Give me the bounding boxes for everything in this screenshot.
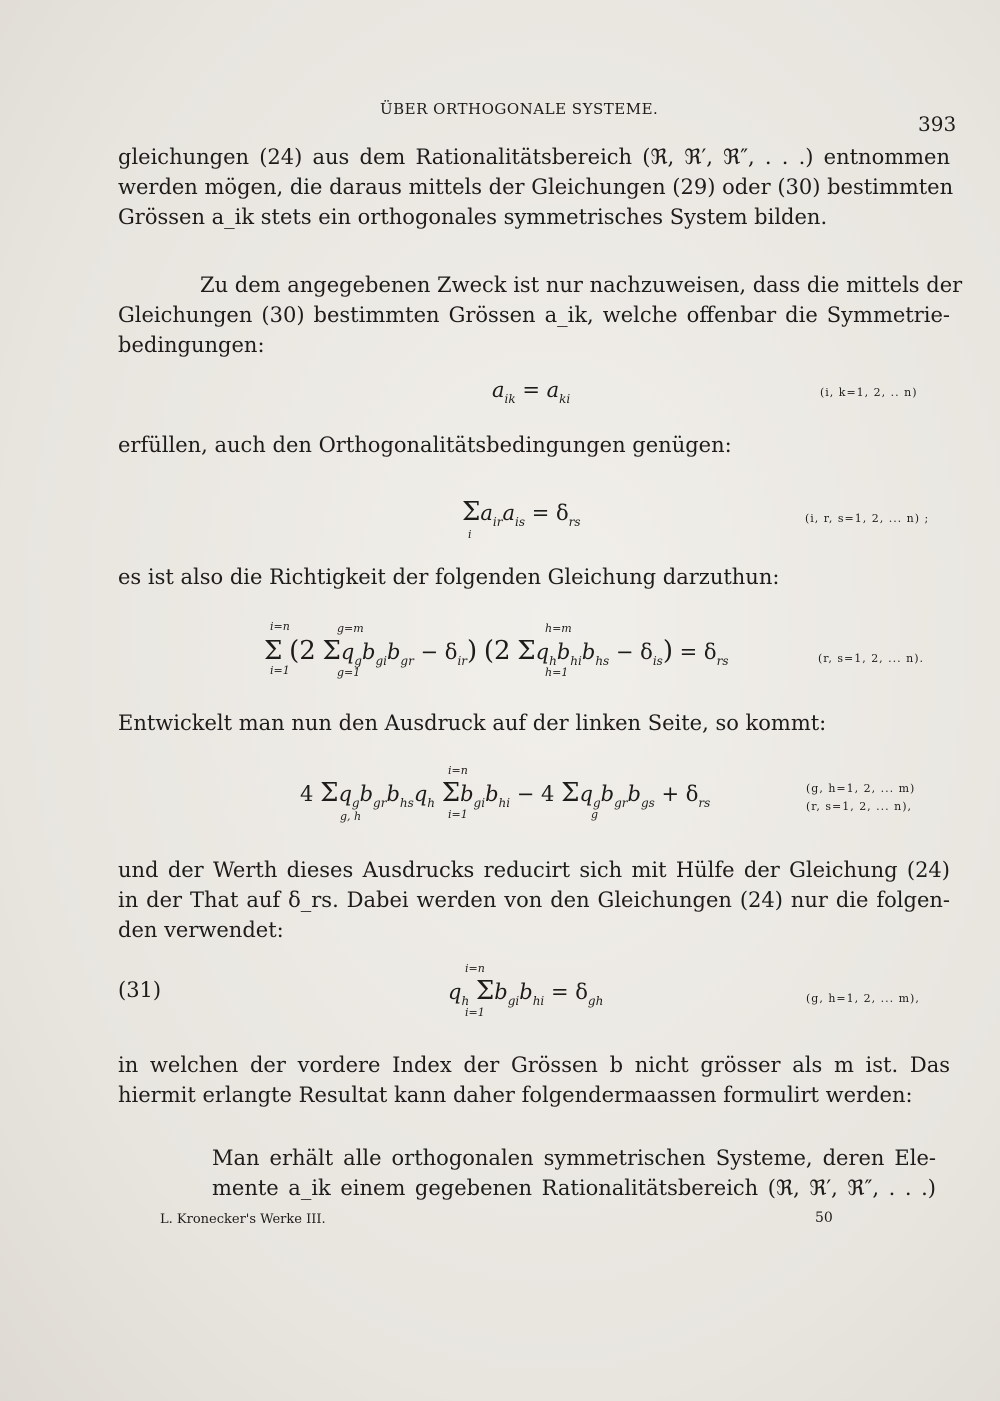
- eq-relation: = δ: [531, 501, 569, 525]
- eq-subscript: h: [461, 994, 470, 1008]
- eq-paren-open: (2: [483, 636, 511, 666]
- eq-minus: − δ: [420, 640, 458, 664]
- footer-sheet-number: 50: [815, 1210, 833, 1226]
- sum-upper-limit: h=m: [545, 622, 572, 635]
- sum-lower-limit: g=1: [337, 666, 361, 679]
- eq-relation: = δ: [550, 980, 588, 1004]
- eq-term: a: [480, 501, 493, 525]
- sum-lower-limit: i=1: [448, 808, 468, 821]
- paragraph-line: in welchen der vordere Index der Grössen b nicht grösser als m ist. Das: [118, 1053, 950, 1077]
- paragraph-2: [118, 270, 963, 360]
- eq-term: b: [359, 782, 374, 806]
- equation-condition: (g, h=1, 2, ... m): [806, 782, 916, 795]
- eq-term: q: [413, 782, 428, 806]
- equation-number: (31): [118, 978, 162, 1002]
- eq-term: a: [546, 378, 560, 402]
- eq-subscript: rs: [698, 796, 711, 810]
- paragraph-4: [118, 562, 950, 592]
- equation-condition: (r, s=1, 2, ... n).: [818, 652, 925, 665]
- eq-term: b: [494, 980, 508, 1004]
- eq-subscript: ki: [559, 392, 571, 406]
- sum-lower-limit: i=1: [465, 1006, 485, 1019]
- eq-subscript: hi: [570, 654, 582, 668]
- eq-subscript: is: [515, 515, 526, 529]
- paragraph-line: und der Werth dieses Ausdrucks reducirt sich mit Hülfe der Gleichung (24): [118, 858, 950, 882]
- paragraph-line: es ist also die Richtigkeit der folgenden Gleichung darzuthun:: [118, 565, 780, 589]
- paragraph-line: mente a_ik einem gegebenen Rationalitätsbereich (ℜ, ℜ′, ℜ″, . . .): [212, 1176, 936, 1200]
- page-number: 393: [918, 112, 957, 136]
- sum-symbol: Σ: [441, 778, 461, 808]
- eq-term: q: [579, 782, 593, 806]
- equation-31: [448, 976, 603, 1008]
- eq-subscript: gr: [614, 796, 628, 810]
- paragraph-6: [118, 855, 950, 945]
- sum-lower-limit: i=1: [270, 664, 290, 677]
- eq-term: b: [556, 640, 571, 664]
- equation-condition: (i, r, s=1, 2, ... n) ;: [805, 512, 930, 525]
- paragraph-line: bedingungen:: [118, 333, 265, 357]
- eq-subscript: g: [354, 654, 362, 668]
- sum-index: g: [591, 808, 599, 821]
- eq-subscript: is: [652, 654, 663, 668]
- paragraph-line: Zu dem angegebenen Zweck ist nur nachzuweisen, dass die mittels der: [200, 273, 963, 297]
- eq-term: q: [338, 782, 352, 806]
- sum-upper-limit: i=n: [448, 764, 468, 777]
- eq-relation: =: [522, 378, 540, 402]
- eq-term: q: [448, 980, 462, 1004]
- sum-index: i: [468, 528, 472, 541]
- sum-symbol: Σ: [475, 976, 495, 1006]
- eq-subscript: ik: [504, 392, 516, 406]
- sum-symbol: Σ: [320, 778, 339, 808]
- sum-symbol: Σ: [561, 778, 580, 808]
- equation-orthogonality: [462, 497, 581, 529]
- eq-subscript: gi: [507, 994, 520, 1008]
- eq-paren-close: ): [662, 636, 673, 666]
- eq-term: b: [386, 782, 400, 806]
- eq-subscript: hi: [498, 796, 511, 810]
- eq-plus: + δ: [661, 782, 699, 806]
- sum-symbol: Σ: [264, 636, 283, 666]
- sum-symbol: Σ: [462, 497, 481, 527]
- sum-upper-limit: g=m: [337, 622, 364, 635]
- eq-subscript: gi: [473, 796, 486, 810]
- eq-subscript: gr: [373, 796, 387, 810]
- eq-term: b: [485, 782, 499, 806]
- eq-term: b: [519, 980, 533, 1004]
- eq-paren-open: (2: [289, 636, 316, 666]
- eq-subscript: rs: [716, 654, 729, 668]
- eq-coefficient: 4: [300, 782, 314, 806]
- eq-subscript: rs: [568, 515, 581, 529]
- paragraph-line: Grössen a_ik stets ein orthogonales symmetrisches System bilden.: [118, 205, 828, 229]
- sum-upper-limit: i=n: [465, 962, 485, 975]
- eq-minus: − δ: [615, 640, 653, 664]
- eq-subscript: gi: [375, 654, 387, 668]
- paragraph-3: [118, 430, 950, 460]
- sum-upper-limit: i=n: [270, 620, 290, 633]
- sum-symbol: Σ: [517, 636, 536, 666]
- equation-condition: (i, k=1, 2, .. n): [820, 386, 918, 399]
- paragraph-line: in der That auf δ_rs. Dabei werden von den Gleichungen (24) nur die folgen-: [118, 888, 950, 912]
- paragraph-8: [212, 1143, 936, 1203]
- paragraph-line: Entwickelt man nun den Ausdruck auf der linken Seite, so kommt:: [118, 711, 827, 735]
- paragraph-line: erfüllen, auch den Orthogonalitätsbedingungen genügen:: [118, 433, 732, 457]
- eq-subscript: hi: [532, 994, 545, 1008]
- eq-term: q: [535, 640, 550, 664]
- paragraph-7: [118, 1050, 950, 1110]
- eq-subscript: h: [427, 796, 435, 810]
- paragraph-1: [118, 142, 954, 232]
- equation-symmetry: [492, 378, 570, 406]
- eq-term: a: [492, 378, 505, 402]
- equation-condition: (r, s=1, 2, ... n),: [806, 800, 913, 813]
- running-title: ÜBER ORTHOGONALE SYSTEME.: [380, 100, 659, 118]
- eq-subscript: gh: [587, 994, 604, 1008]
- eq-term: q: [340, 640, 355, 664]
- paragraph-line: hiermit erlangte Resultat kann daher folgendermaassen formulirt werden:: [118, 1083, 913, 1107]
- paragraph-5: [118, 708, 950, 738]
- eq-term: b: [361, 640, 376, 664]
- sum-lower-limit: h=1: [545, 666, 569, 679]
- sum-symbol: Σ: [322, 636, 341, 666]
- eq-subscript: gr: [400, 654, 414, 668]
- paragraph-line: Man erhält alle orthogonalen symmetrischen Systeme, deren Ele-: [212, 1146, 936, 1170]
- eq-term: b: [386, 640, 401, 664]
- eq-subscript: g: [351, 796, 360, 810]
- paragraph-line: Gleichungen (30) bestimmten Grössen a_ik, welche offenbar die Symmetrie-: [118, 303, 950, 327]
- eq-minus: − 4: [516, 782, 555, 806]
- equation-main: [264, 636, 728, 668]
- eq-subscript: h: [549, 654, 557, 668]
- footer-left: L. Kronecker's Werke III.: [160, 1212, 326, 1227]
- eq-paren-close: ): [467, 636, 478, 666]
- eq-term: b: [460, 782, 474, 806]
- equation-expanded: [300, 778, 710, 810]
- eq-subscript: ir: [457, 654, 468, 668]
- eq-subscript: hs: [399, 796, 414, 810]
- eq-term: a: [502, 501, 516, 525]
- eq-subscript: hs: [595, 654, 610, 668]
- eq-subscript: g: [592, 796, 601, 810]
- paragraph-line: den verwendet:: [118, 918, 284, 942]
- eq-subscript: gs: [640, 796, 655, 810]
- eq-subscript: ir: [492, 515, 503, 529]
- sum-index: g, h: [340, 810, 362, 823]
- paragraph-line: werden mögen, die daraus mittels der Gleichungen (29) oder (30) bestimmten: [118, 175, 954, 199]
- eq-term: b: [600, 782, 615, 806]
- equation-condition: (g, h=1, 2, ... m),: [806, 992, 920, 1005]
- paragraph-line: gleichungen (24) aus dem Rationalitätsbereich (ℜ, ℜ′, ℜ″, . . .) entnommen: [118, 145, 950, 169]
- eq-term: b: [581, 640, 596, 664]
- eq-term: b: [627, 782, 641, 806]
- eq-relation: = δ: [679, 640, 717, 664]
